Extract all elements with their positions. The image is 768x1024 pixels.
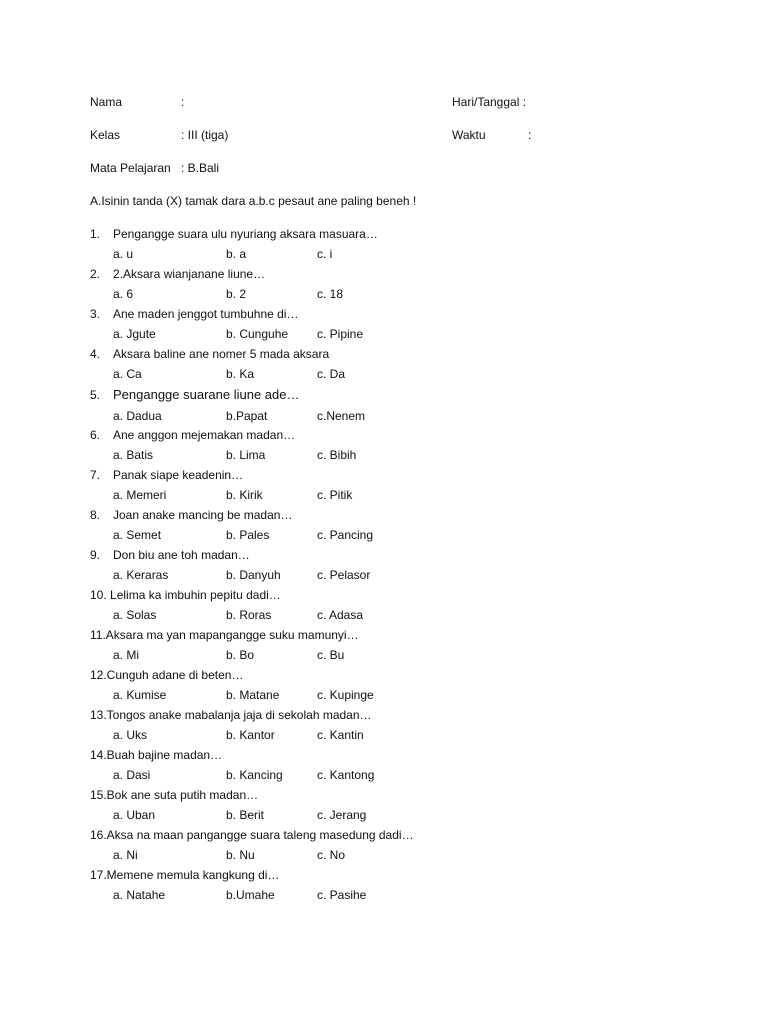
option-c: c. Bu [317,648,345,662]
question-12 [0,665,768,685]
question-number: 1. [90,227,101,241]
question-text: 13.Tongos anake mabalanja jaja di sekolah madan… [90,708,372,722]
question-text: Pengangge suarane liune ade… [113,387,300,402]
option-b: b. Lima [226,448,266,462]
question-9 [0,545,768,565]
kelas-value: : III (tiga) [181,128,229,142]
option-b: b. a [226,247,247,261]
option-a: a. Dadua [113,409,162,423]
hari-tanggal-label: Hari/Tanggal : [452,95,527,109]
question-text: Aksara baline ane nomer 5 mada aksara [113,347,330,361]
question-4 [0,344,768,364]
mapel-label: Mata Pelajaran [90,161,171,175]
options-10 [0,605,768,625]
option-c: c. Bibih [317,448,357,462]
question-14 [0,745,768,765]
option-a: a. Batis [113,448,154,462]
options-5 [0,406,768,426]
option-a: a. Memeri [113,488,167,502]
question-8 [0,505,768,525]
option-b: b. Bo [226,648,255,662]
question-7 [0,465,768,485]
question-10 [0,585,768,605]
question-text: Ane anggon mejemakan madan… [113,428,296,442]
waktu-colon: : [528,128,532,142]
question-text: Panak siape keadenin… [113,468,244,482]
option-b: b. Roras [226,608,272,622]
option-c: c. Kantin [317,728,364,742]
question-number: 2. [90,267,101,281]
options-16 [0,845,768,865]
question-13 [0,705,768,725]
option-a: a. Semet [113,528,162,542]
question-text: 17.Memene memula kangkung di… [90,868,280,882]
options-2 [0,284,768,304]
option-a: a. Uban [113,808,156,822]
option-c: c. 18 [317,287,344,301]
nama-label: Nama [90,95,123,109]
options-15 [0,805,768,825]
waktu-label: Waktu [452,128,486,142]
options-14 [0,765,768,785]
option-c: c. No [317,848,346,862]
question-text: 14.Buah bajine madan… [90,748,223,762]
question-number: 6. [90,428,101,442]
question-2 [0,264,768,284]
question-text: 2.Aksara wianjanane liune… [113,267,266,281]
question-15 [0,785,768,805]
options-4 [0,364,768,384]
option-c: c. Pipine [317,327,364,341]
option-b: b. Kantor [226,728,275,742]
option-b: b. Pales [226,528,270,542]
option-c: c. Da [317,367,346,381]
option-c: c. Pasihe [317,888,367,902]
nama-colon: : [181,95,185,109]
option-c: c. Pitik [317,488,353,502]
question-1 [0,224,768,244]
question-11 [0,625,768,645]
option-a: a. Jgute [113,327,156,341]
question-text: Don biu ane toh madan… [113,548,250,562]
option-a: a. Solas [113,608,157,622]
options-12 [0,685,768,705]
option-b: b.Umahe [226,888,275,902]
options-7 [0,485,768,505]
option-a: a. Uks [113,728,148,742]
instruction-text: A.Isinin tanda (X) tamak dara a.b.c pesaut ane paling beneh ! [90,194,417,208]
option-c: c. Jerang [317,808,367,822]
question-6 [0,425,768,445]
option-b: b. Kancing [226,768,283,782]
question-text: Pengangge suara ulu nyuriang aksara masuara… [113,227,378,241]
question-17 [0,865,768,885]
question-5 [0,385,768,405]
option-a: a. u [113,247,134,261]
option-c: c. Kantong [317,768,375,782]
options-1 [0,244,768,264]
option-b: b. Cunguhe [226,327,289,341]
option-b: b. Berit [226,808,265,822]
kelas-label: Kelas [90,128,121,142]
option-a: a. 6 [113,287,134,301]
options-3 [0,324,768,344]
question-3 [0,304,768,324]
option-b: b. Matane [226,688,280,702]
options-8 [0,525,768,545]
question-number: 5. [90,388,101,402]
question-text: 12.Cunguh adane di beten… [90,668,244,682]
option-b: b.Papat [226,409,268,423]
option-c: c. Adasa [317,608,364,622]
option-a: a. Natahe [113,888,166,902]
mapel-value: : B.Bali [181,161,220,175]
question-text: 15.Bok ane suta putih madan… [90,788,259,802]
option-b: b. Nu [226,848,255,862]
option-b: b. Ka [226,367,255,381]
options-13 [0,725,768,745]
option-a: a. Kumise [113,688,167,702]
question-number: 7. [90,468,101,482]
option-b: b. Kirik [226,488,263,502]
question-text: Joan anake mancing be madan… [113,508,293,522]
options-9 [0,565,768,585]
question-text: 16.Aksa na maan pangangge suara taleng masedung dadi… [90,828,414,842]
question-number: 3. [90,307,101,321]
question-text: 11.Aksara ma yan mapangangge suku mamunyi… [90,628,359,642]
question-text: Ane maden jenggot tumbuhne di… [113,307,299,321]
option-c: c. i [317,247,333,261]
option-a: a. Keraras [113,568,169,582]
option-a: a. Mi [113,648,140,662]
option-c: c. Kupinge [317,688,374,702]
option-a: a. Ni [113,848,138,862]
option-c: c.Nenem [317,409,366,423]
question-number: 4. [90,347,101,361]
question-number: 9. [90,548,101,562]
options-6 [0,445,768,465]
question-number: 8. [90,508,101,522]
option-a: a. Ca [113,367,142,381]
options-11 [0,645,768,665]
option-b: b. Danyuh [226,568,281,582]
option-a: a. Dasi [113,768,151,782]
options-17 [0,885,768,905]
option-b: b. 2 [226,287,247,301]
question-16 [0,825,768,845]
option-c: c. Pelasor [317,568,371,582]
question-text: 10. Lelima ka imbuhin pepitu dadi… [90,588,281,602]
option-c: c. Pancing [317,528,374,542]
